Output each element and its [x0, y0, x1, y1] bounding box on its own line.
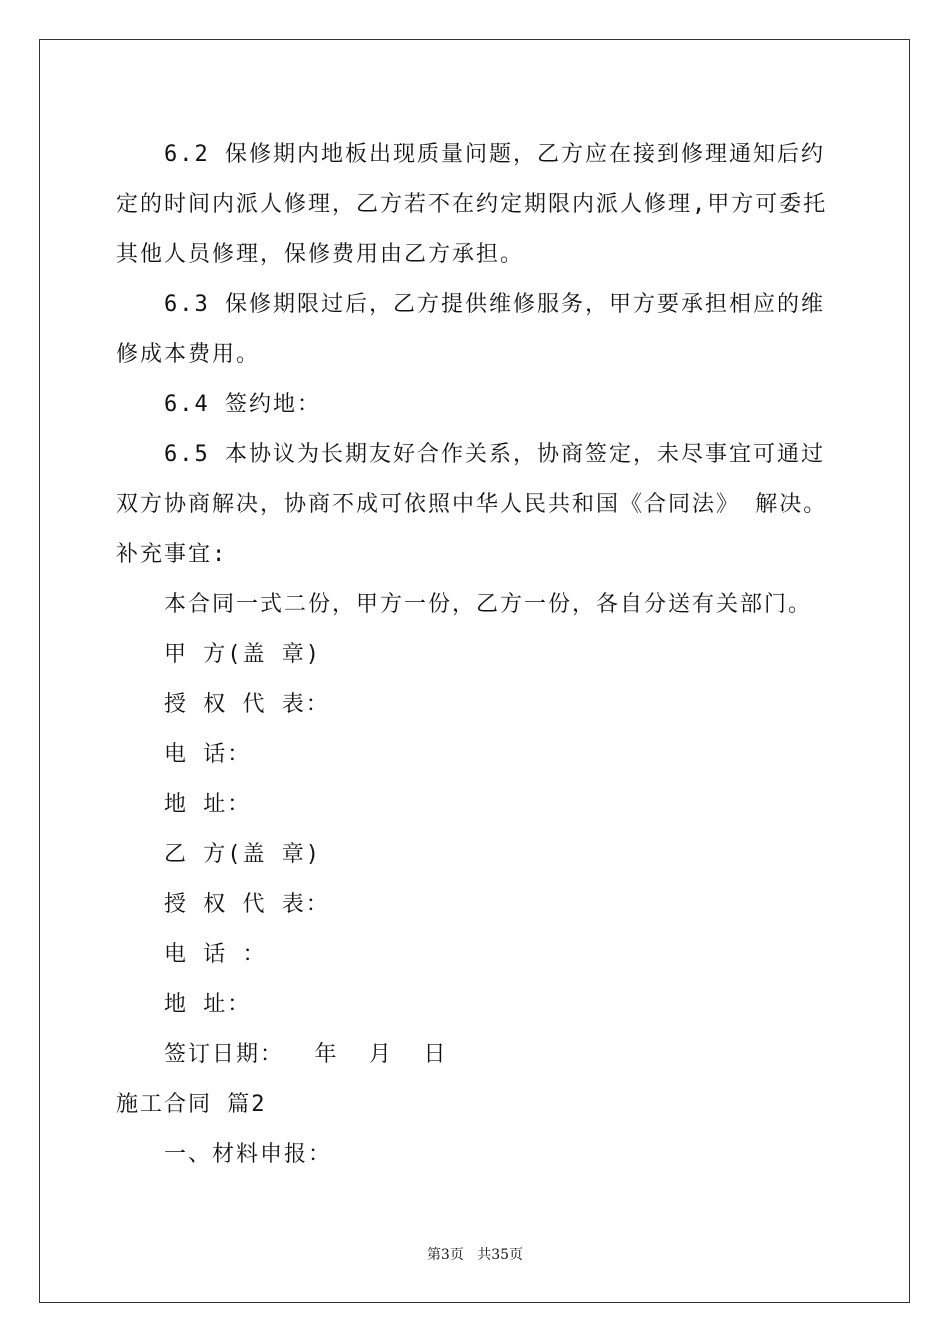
party-b-representative: 授 权 代 表： — [164, 892, 330, 917]
party-b-seal: 乙 方(盖 章) — [164, 842, 321, 867]
page-total: 共35页 — [477, 1247, 524, 1263]
clause-6-4: 6.4 签约地： — [164, 392, 321, 417]
party-a-address: 地 址： — [164, 792, 252, 817]
clause-6-2: 6.2 保修期内地板出现质量问题，乙方应在接到修理通知后约定的时间内派人修理，乙方若不在约定期限内派人修理,甲方可委托其他人员修理，保修费用由乙方承担。 — [116, 142, 828, 267]
sign-date: 签订日期： 年 月 日 — [164, 1042, 448, 1067]
party-b-address: 地 址： — [164, 992, 252, 1017]
document-body — [116, 130, 836, 1180]
party-a-representative: 授 权 代 表： — [164, 692, 330, 717]
clause-6-5: 6.5 本协议为长期友好合作关系，协商签定，未尽事宜可通过双方协商解决，协商不成可依照中华人民共和国《合同法》 解决。补充事宜: — [116, 442, 828, 567]
party-a-seal: 甲 方(盖 章) — [164, 642, 321, 667]
clause-6-3: 6.3 保修期限过后，乙方提供维修服务，甲方要承担相应的维修成本费用。 — [116, 292, 825, 367]
party-a-phone: 电 话： — [164, 742, 252, 767]
page-footer — [0, 1244, 950, 1264]
copies-statement: 本合同一式二份，甲方一份，乙方一份，各自分送有关部门。 — [164, 592, 813, 617]
section-item-1: 一、材料申报： — [164, 1142, 333, 1167]
party-b-phone: 电 话 ： — [164, 942, 267, 967]
page-number: 第3页 — [426, 1247, 464, 1263]
section-heading: 施工合同 篇2 — [116, 1092, 267, 1117]
